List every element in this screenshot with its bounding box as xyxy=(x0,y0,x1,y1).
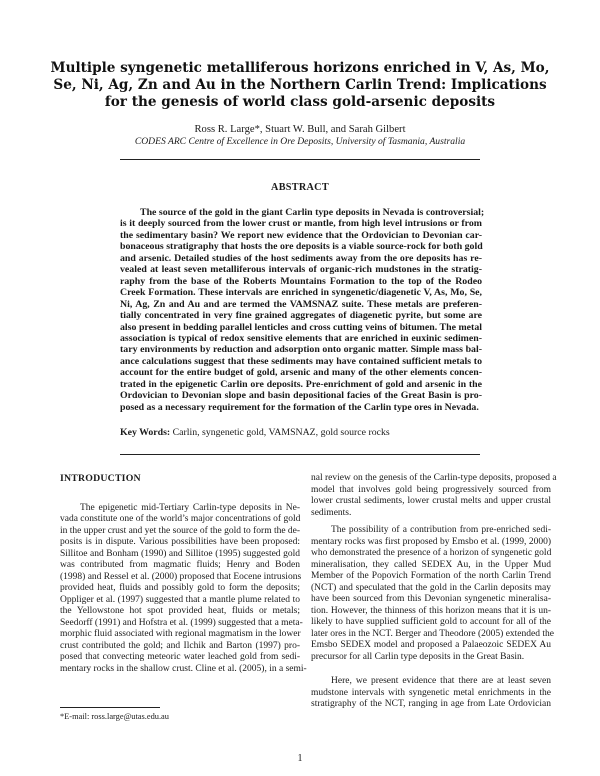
body-line: Oppliger et al. (1997) suggested that a mantle plume related to xyxy=(60,594,300,605)
body-line: (NCT) and speculated that the gold in the Carlin deposits may xyxy=(311,582,551,593)
body-line: Emsbo SEDEX model and proposed a Palaeozoic SEDEX Au xyxy=(311,640,551,650)
abstract-line: tary environments by reduction and adsorption onto organic matter. Simple mass bal- xyxy=(120,344,482,356)
paragraph-gap xyxy=(311,663,551,676)
body-line: mudstone intervals with syngenetic metal enrichments in the xyxy=(311,687,551,698)
body-line: precursor for all Carlin type deposits in the Great Basin. xyxy=(311,651,525,662)
abstract-line: posed as a necessary requirement for the formation of the Carlin type ores in Nevada. xyxy=(120,401,479,413)
body-line: in the upper crust and yet the source of the gold to form the de- xyxy=(60,525,301,536)
abstract-line: is it deeply sourced from the lower crust or mantle, from high level intrusions or from xyxy=(120,218,482,230)
page-number: 1 xyxy=(297,753,303,764)
body-line: Here, we present evidence that there are at least seven xyxy=(331,676,551,686)
body-line: who demonstrated the presence of a horizon of syngenetic gold xyxy=(311,548,552,558)
body-line: provided heat, fluids and possibly gold to form the deposits; xyxy=(60,583,300,593)
abstract-line: trated in the epigenetic Carlin ore deposits. Pre-enrichment of gold and arsenic in the xyxy=(120,378,482,390)
abstract-line: the sedimentary basin? We report new evidence that the Ordovician to Devonian car- xyxy=(120,229,482,241)
right-column xyxy=(311,473,557,711)
abstract-line: Ordovician to Devonian slope and basin depositional facies of the Great Basin is pro- xyxy=(120,390,482,402)
abstract-line: Creek Formation. These intervals are enriched in syngenetic/diagenetic V, As, Mo, Se, xyxy=(120,287,482,299)
body-line: have been sourced from this Devonian syngenetic mineralisa- xyxy=(311,594,551,604)
abstract-line: Ni, Ag, Zn and Au and are termed the VAMSNAZ suite. These metals are preferen- xyxy=(120,298,482,310)
body-line: posed that convecting meteoric water leached gold from sedi- xyxy=(60,652,300,662)
body-line: Sillitoe and Bonham (1990) and Sillitoe (1995) suggested gold xyxy=(60,548,300,559)
abstract-top-rule xyxy=(120,159,480,160)
body-line: crust contributed the gold; and Ilchik and Barton (1997) pro- xyxy=(60,640,300,651)
introduction-heading: INTRODUCTION xyxy=(60,473,141,484)
abstract-line: vealed at least seven metalliferous intervals of organic-rich mudstones in the stratig- xyxy=(120,264,482,276)
body-line: (1998) and Ressel et al. (2000) proposed that Eocene intrusions xyxy=(60,571,302,582)
body-line: stratigraphy of the NCT, ranging in age from Late Ordovician xyxy=(311,699,551,709)
paper-title xyxy=(40,60,560,111)
body-line: the Yellowstone hot spot provided heat, fluids or metals; xyxy=(60,606,300,616)
title-line: Multiple syngenetic metalliferous horizons enriched in V, As, Mo, xyxy=(50,60,550,76)
body-line: likely to have supplied sufficient gold to account for all of the xyxy=(311,617,551,627)
abstract-line: and arsenic. Detailed studies of the host sediments away from the ore deposits has re- xyxy=(120,252,482,264)
body-line: The epigenetic mid-Tertiary Carlin-type deposits in Ne- xyxy=(80,502,300,513)
body-line: Member of the Popovich Formation of the north Carlin Trend xyxy=(311,571,551,581)
abstract-line: also present in bedding parallel lenticles and cross cutting veins of bitumen. The metal xyxy=(120,321,482,333)
body-line: tion. However, the thinness of this horizon means that it is un- xyxy=(311,605,551,616)
title-line: for the genesis of world class gold-arsenic deposits xyxy=(104,94,496,110)
keywords xyxy=(120,427,482,439)
abstract-line: account for the entire budget of gold, arsenic and many of the other elements concen- xyxy=(120,367,482,379)
body-line: was contributed from magmatic fluids; Henry and Boden xyxy=(60,560,300,570)
body-line: Seedorff (1991) and Hofstra et al. (1999) suggested that a meta- xyxy=(60,617,303,628)
body-line: nal review on the genesis of the Carlin-type deposits, proposed a xyxy=(311,473,557,483)
body-line: mentary rocks was first proposed by Emsbo et al. (1999, 2000) xyxy=(311,536,551,547)
keywords-label: Key Words: xyxy=(120,427,171,438)
abstract-heading: ABSTRACT xyxy=(271,182,329,193)
body-line: lower crustal sediments, lower crustal melts and upper crustal xyxy=(311,496,551,506)
keywords-text: Carlin, syngenetic gold, VAMSNAZ, gold source rocks xyxy=(170,427,390,438)
body-line: sediments. xyxy=(311,507,352,518)
abstract-line: The source of the gold in the giant Carlin type deposits in Nevada is controversial; xyxy=(140,207,485,218)
footnote-email: *E-mail: ross.large@utas.edu.au xyxy=(60,712,169,721)
body-line: later ores in the NCT. Berger and Theodore (2005) extended the xyxy=(311,628,554,639)
abstract-line: tially concentrated in very fine grained aggregates of diagenetic pyrite, but some are xyxy=(120,310,482,322)
body-line: model that involves gold being progressively sourced from xyxy=(311,484,551,495)
body-line: The possibility of a contribution from pre-enriched sedi- xyxy=(331,525,551,535)
affiliation: CODES ARC Centre of Excellence in Ore Deposits, University of Tasmania, Australia xyxy=(134,136,466,147)
abstract-line: raphy from the base of the Roberts Mountains Formation to the top of the Rodeo xyxy=(120,275,482,287)
body-line: mineralisation, they called SEDEX Au, in the Upper Mud xyxy=(311,559,551,570)
body-line: morphic fluid associated with regional magmatism in the lower xyxy=(60,629,301,639)
abstract-body xyxy=(120,207,485,413)
body-line: mentary rocks in the shallow crust. Cline et al. (2005), in a semi- xyxy=(60,663,307,674)
body-line: posits is in dispute. Various possibilities have been proposed: xyxy=(60,537,300,547)
title-line: Se, Ni, Ag, Zn and Au in the Northern Carlin Trend: Implications xyxy=(53,77,547,93)
body-line: vada constitute one of the world’s major concentrations of gold xyxy=(60,514,301,524)
abstract-line: ance calculations suggest that these sediments may have contained sufficient metals to xyxy=(120,355,482,367)
abstract-line: association is typical of redox sensitive elements that are enriched in euxinic sedimen- xyxy=(120,332,482,344)
authors: Ross R. Large*, Stuart W. Bull, and Sarah Gilbert xyxy=(194,124,406,135)
left-column xyxy=(60,473,307,675)
abstract-line: bonaceous stratigraphy that hosts the ore deposits is a viable source-rock for both gold xyxy=(120,241,483,253)
footnote-rule xyxy=(60,707,160,708)
abstract-bottom-rule xyxy=(120,454,480,455)
